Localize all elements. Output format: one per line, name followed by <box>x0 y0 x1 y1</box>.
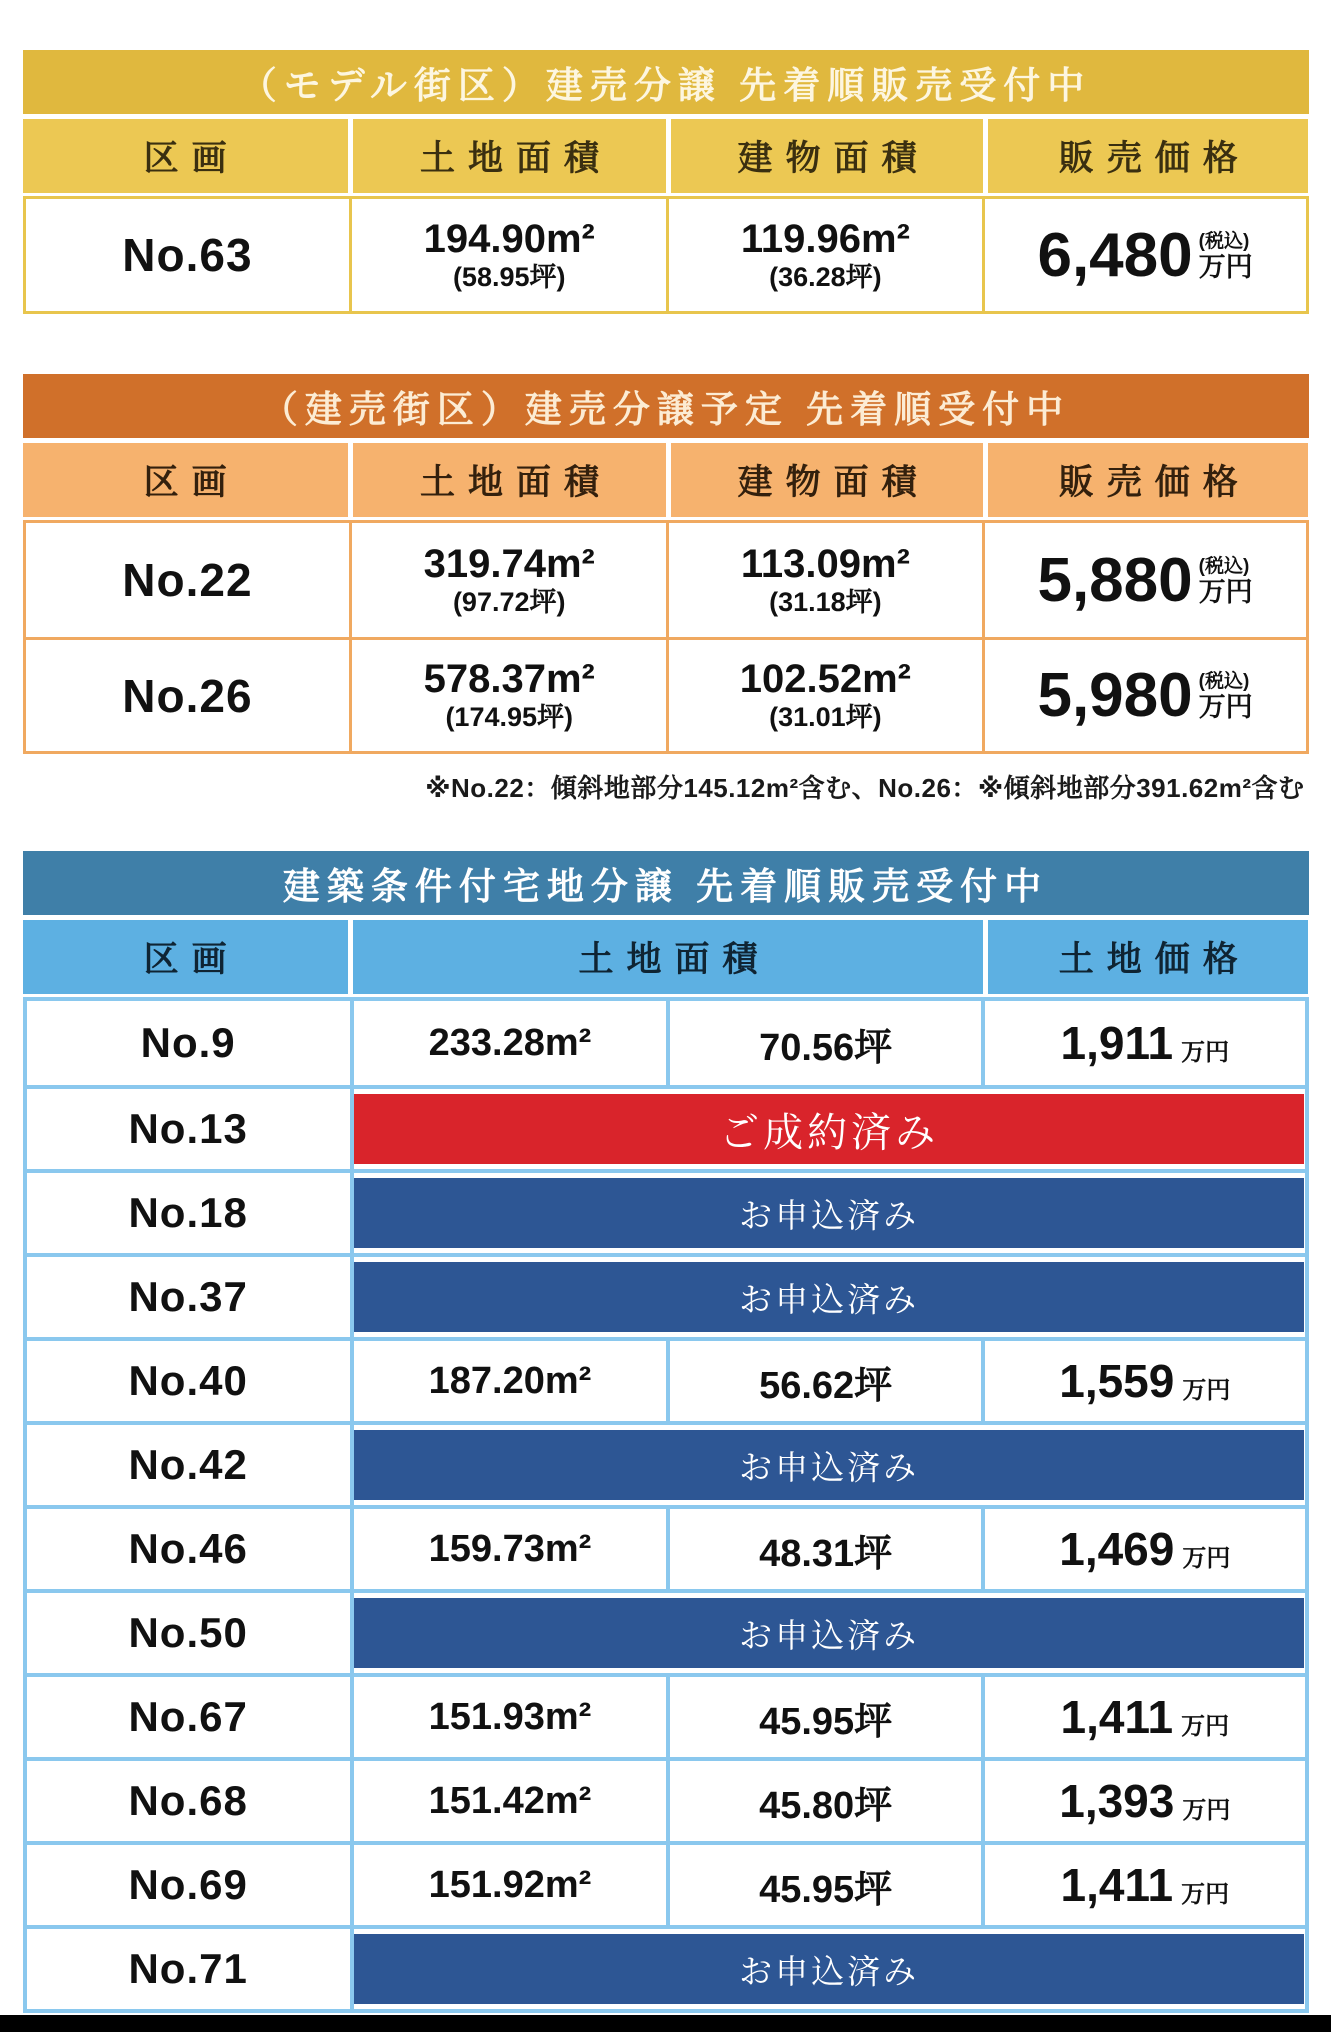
status-banner: お申込済み <box>354 1934 1305 2004</box>
land-area-sqm-cell <box>350 1001 666 1085</box>
table-row <box>27 1841 1305 1925</box>
status-cell <box>350 1173 1305 1253</box>
price-amount: 6,480 <box>1037 220 1193 290</box>
price-unit: 万円 <box>1181 1880 1230 1908</box>
lot-number: No.42 <box>128 1441 248 1488</box>
status-cell <box>350 1425 1305 1505</box>
slope-land-note: ※No.22：傾斜地部分145.12m²含む、No.26：※傾斜地部分391.62m²含む <box>425 773 1305 803</box>
price-cell <box>982 640 1306 751</box>
land-price: 1,411 <box>1060 1691 1174 1743</box>
table-row <box>26 523 1306 637</box>
land-area-sqm: 151.42m² <box>428 1779 592 1822</box>
land-lot-title: 建築条件付宅地分譲 先着順販売受付中 <box>23 851 1309 915</box>
lot-number: No.37 <box>128 1273 248 1320</box>
price-unit: 万円 <box>1182 1376 1231 1404</box>
status-cell <box>350 1257 1305 1337</box>
building-area-tsubo: (31.18坪) <box>769 586 882 617</box>
land-area-tsubo: (97.72坪) <box>452 586 566 617</box>
land-price-cell <box>981 1845 1304 1925</box>
land-price-cell <box>981 1509 1304 1589</box>
flyer-page <box>23 0 1309 2013</box>
building-area-cell <box>666 640 982 751</box>
tax-included-label: (税込) <box>1198 671 1250 693</box>
status-banner: お申込済み <box>354 1598 1305 1668</box>
lot-number: No.69 <box>128 1861 248 1908</box>
price-amount: 5,980 <box>1037 661 1193 730</box>
land-area-sqm: 194.90m² <box>423 216 595 261</box>
model-block-title: （モデル街区）建売分譲 先着順販売受付中 <box>23 50 1309 114</box>
land-price: 1,911 <box>1060 1017 1174 1069</box>
lot-number: No.71 <box>128 1945 248 1992</box>
lot-number: No.13 <box>128 1105 248 1152</box>
land-price: 1,469 <box>1059 1523 1175 1575</box>
model-block-body <box>23 196 1309 314</box>
land-area-tsubo-cell <box>666 1845 981 1925</box>
sale-block-header-row <box>23 443 1309 517</box>
header-sale-price: 販売価格 <box>983 443 1308 517</box>
land-lot-body <box>23 997 1309 2013</box>
price-unit: 万円 <box>1198 251 1253 282</box>
header-land-area: 土地面積 <box>348 443 666 517</box>
land-lot-table <box>23 851 1309 2013</box>
land-area-cell <box>349 640 666 751</box>
status-cell <box>350 1089 1305 1169</box>
footer-bar <box>0 2015 1331 2032</box>
land-area-sqm: 151.93m² <box>428 1695 592 1738</box>
land-area-sqm-cell <box>350 1845 666 1925</box>
model-block-table <box>23 50 1309 314</box>
table-row <box>27 1505 1305 1589</box>
status-cell <box>350 1929 1305 2009</box>
price-unit: 万円 <box>1182 1544 1231 1572</box>
land-price-cell <box>981 1677 1304 1757</box>
land-area-sqm: 159.73m² <box>428 1527 592 1570</box>
building-area-sqm: 102.52m² <box>739 657 911 702</box>
table-row <box>27 1925 1305 2009</box>
land-area-tsubo-cell <box>666 1509 981 1589</box>
price-cell <box>982 523 1306 637</box>
header-land-area: 土地面積 <box>348 119 666 193</box>
lot-number: No.46 <box>128 1525 248 1572</box>
price-amount: 5,880 <box>1037 545 1193 615</box>
price-unit: 万円 <box>1181 1712 1230 1740</box>
land-area-cell <box>349 199 666 311</box>
land-area-sqm: 187.20m² <box>428 1359 592 1402</box>
header-building-area: 建物面積 <box>666 119 983 193</box>
table-row <box>27 1757 1305 1841</box>
status-cell <box>350 1593 1305 1673</box>
land-lot-header-row <box>23 920 1309 994</box>
land-area-sqm-cell <box>350 1341 666 1421</box>
lot-number: No.22 <box>122 554 253 606</box>
price-unit: 万円 <box>1198 576 1253 607</box>
land-area-tsubo: (174.95坪) <box>445 702 574 733</box>
building-area-tsubo: (31.01坪) <box>769 702 882 733</box>
land-area-sqm: 578.37m² <box>423 657 595 702</box>
lot-number: No.40 <box>128 1357 248 1404</box>
land-area-tsubo: (58.95坪) <box>452 261 566 292</box>
table-row <box>27 1085 1305 1169</box>
price-unit: 万円 <box>1198 692 1253 723</box>
lot-number: No.50 <box>128 1609 248 1656</box>
building-area-cell <box>666 523 982 637</box>
lot-number: No.67 <box>128 1693 248 1740</box>
price-unit: 万円 <box>1181 1038 1230 1066</box>
building-area-sqm: 113.09m² <box>740 541 910 586</box>
model-block-header-row <box>23 119 1309 193</box>
status-banner: お申込済み <box>354 1262 1305 1332</box>
land-area-sqm-cell <box>350 1677 666 1757</box>
land-price-cell <box>981 1001 1304 1085</box>
building-area-tsubo: (36.28坪) <box>769 261 882 292</box>
sale-block-body <box>23 520 1309 754</box>
status-banner: ご成約済み <box>354 1094 1305 1164</box>
lot-number: No.68 <box>128 1777 248 1824</box>
land-area-sqm: 151.92m² <box>428 1863 592 1906</box>
header-sale-price: 販売価格 <box>983 119 1308 193</box>
price-unit-stack <box>1199 557 1253 608</box>
building-area-sqm: 119.96m² <box>740 216 910 261</box>
land-area-tsubo: 45.95坪 <box>759 1868 893 1911</box>
table-row <box>27 1589 1305 1673</box>
land-area-tsubo: 45.95坪 <box>759 1700 893 1743</box>
land-area-sqm: 319.74m² <box>423 541 595 586</box>
tax-included-label: (税込) <box>1198 230 1250 252</box>
lot-number: No.63 <box>122 229 253 281</box>
table-row <box>27 1001 1305 1085</box>
price-unit-stack <box>1199 232 1253 283</box>
header-building-area: 建物面積 <box>666 443 983 517</box>
table-row <box>27 1337 1305 1421</box>
land-price-cell <box>981 1341 1304 1421</box>
table-row <box>27 1169 1305 1253</box>
land-area-sqm: 233.28m² <box>428 1021 592 1064</box>
table-row <box>26 199 1306 311</box>
table-row <box>27 1421 1305 1505</box>
header-land-area: 土地面積 <box>348 920 983 994</box>
lot-number: No.18 <box>128 1189 248 1236</box>
lot-number: No.9 <box>140 1019 236 1066</box>
land-area-cell <box>349 523 666 637</box>
status-banner: お申込済み <box>354 1178 1305 1248</box>
land-area-tsubo: 56.62坪 <box>759 1364 893 1407</box>
status-banner: お申込済み <box>354 1430 1305 1500</box>
table-row <box>27 1673 1305 1757</box>
sale-block-table <box>23 374 1309 805</box>
price-cell <box>982 199 1306 311</box>
header-lot: 区画 <box>23 443 348 517</box>
header-lot: 区画 <box>23 119 348 193</box>
building-area-cell <box>666 199 982 311</box>
land-area-tsubo-cell <box>666 1341 981 1421</box>
land-area-sqm-cell <box>350 1761 666 1841</box>
price-unit-stack <box>1199 672 1253 723</box>
lot-number: No.26 <box>122 669 253 722</box>
tax-included-label: (税込) <box>1198 555 1250 577</box>
land-area-tsubo: 70.56坪 <box>759 1026 893 1069</box>
land-area-tsubo: 45.80坪 <box>759 1784 893 1827</box>
table-row <box>26 637 1306 751</box>
sale-block-title: （建売街区）建売分譲予定 先着順受付中 <box>23 374 1309 438</box>
land-price: 1,559 <box>1059 1355 1175 1407</box>
land-price-cell <box>981 1761 1304 1841</box>
header-lot: 区画 <box>23 920 348 994</box>
land-price: 1,411 <box>1060 1859 1174 1911</box>
land-area-tsubo-cell <box>666 1677 981 1757</box>
price-unit: 万円 <box>1182 1796 1231 1824</box>
land-area-tsubo-cell <box>666 1001 981 1085</box>
land-area-tsubo: 48.31坪 <box>759 1532 893 1575</box>
table-row <box>27 1253 1305 1337</box>
header-land-price: 土地価格 <box>983 920 1308 994</box>
land-area-sqm-cell <box>350 1509 666 1589</box>
land-price: 1,393 <box>1059 1775 1175 1827</box>
land-area-tsubo-cell <box>666 1761 981 1841</box>
